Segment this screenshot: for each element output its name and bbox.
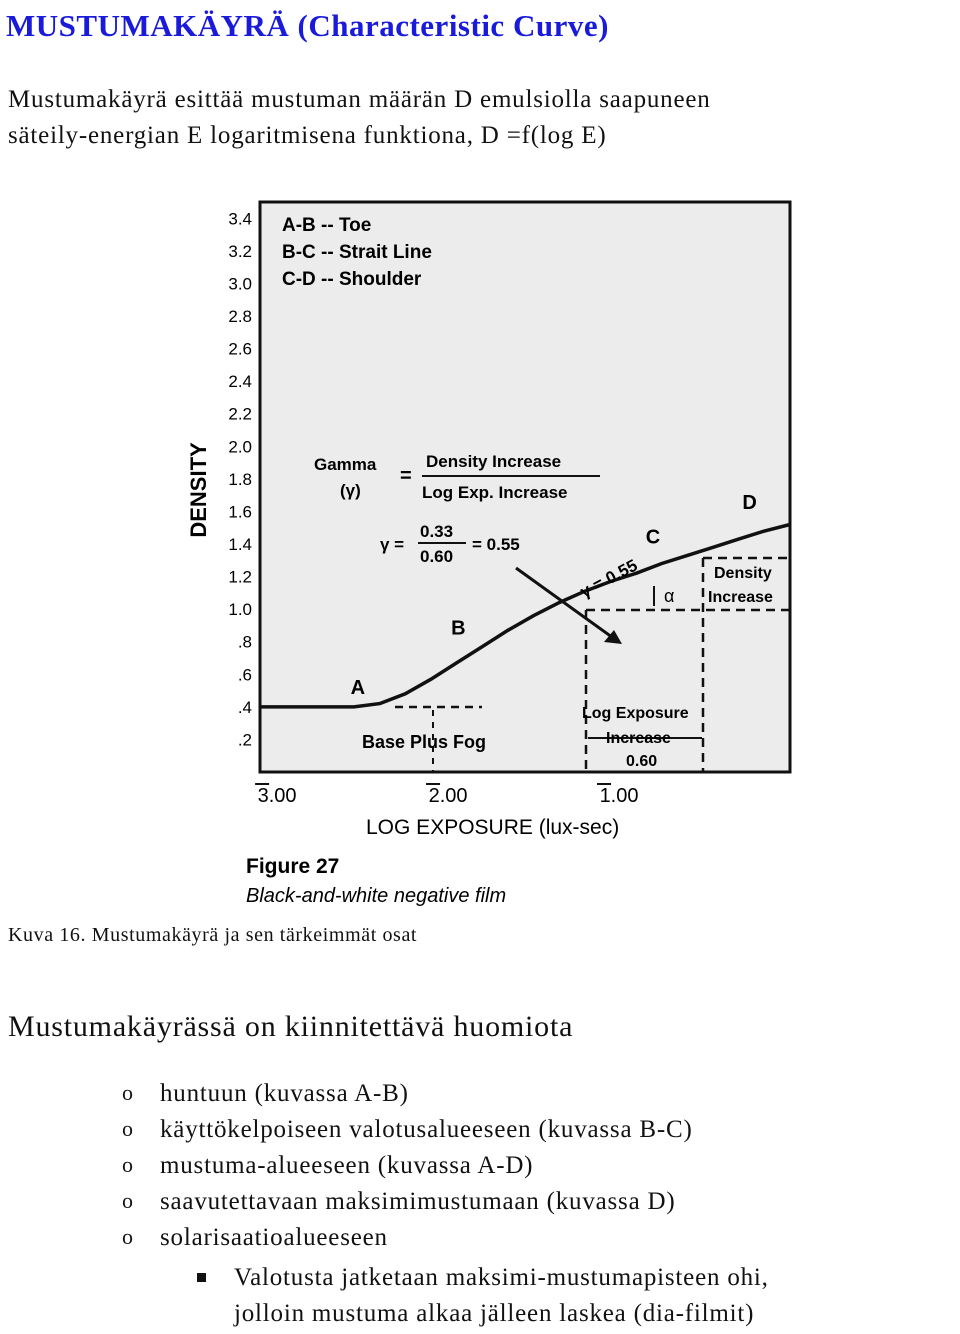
y-tick-label: .2 [237, 730, 252, 750]
legend-shoulder: C-D -- Shoulder [282, 269, 422, 290]
sub-item-line-1: Valotusta jatketaan maksimi-mustumapisteen ohi, [234, 1264, 769, 1291]
y-tick-label: 1.2 [228, 567, 252, 587]
intro-line-1: Mustumakäyrä esittää mustuman määrän D emulsiolla saapuneen [8, 86, 711, 113]
legend-straight-line: B-C -- Strait Line [282, 242, 432, 263]
y-axis-label: DENSITY [186, 442, 211, 538]
y-tick-label: 3.4 [228, 209, 252, 229]
figure-subtitle: Black-and-white negative film [246, 885, 507, 907]
gamma-symbol: (γ) [340, 481, 361, 500]
x-tick-labels [255, 784, 638, 807]
list-item-text: käyttökelpoiseen valotusalueeseen (kuvassa B-C) [160, 1116, 693, 1143]
page-title: MUSTUMAKÄYRÄ (Characteristic Curve) [6, 8, 609, 43]
list-item [0, 1116, 960, 1152]
section-heading: Mustumakäyrässä on kiinnitettävä huomiota [8, 1010, 574, 1043]
bullet-marker: o [122, 1188, 134, 1213]
y-tick-label: 1.4 [228, 535, 252, 554]
y-tick-label: .6 [237, 665, 252, 685]
y-tick-label: 3.0 [228, 274, 252, 294]
list-item [0, 1080, 960, 1116]
y-tick-label: 2.2 [228, 404, 252, 424]
gamma-calc-lhs: γ = [380, 535, 405, 554]
gamma-label: Gamma [314, 455, 377, 474]
gamma-numerator: Density Increase [426, 452, 562, 471]
intro-line-2: säteily-energian E logaritmisena funktiona, D =f(log E) [8, 122, 607, 149]
bullet-marker: o [122, 1116, 134, 1141]
y-tick-label: 1.6 [228, 502, 252, 522]
x-axis-label: LOG EXPOSURE (lux-sec) [366, 816, 620, 839]
bullet-marker: o [122, 1224, 134, 1249]
gamma-calc-denominator: 0.60 [420, 547, 454, 566]
list-item-text: saavutettavaan maksimimustumaan (kuvassa D) [160, 1188, 676, 1215]
x-tick-label: 3.00 [257, 785, 297, 807]
y-tick-labels [228, 209, 252, 749]
curve-point-label: A [350, 676, 366, 699]
y-tick-label: 2.6 [228, 339, 252, 359]
log-exposure-label-3: 0.60 [626, 753, 658, 770]
gamma-calc-result: = 0.55 [472, 535, 520, 554]
bullet-marker: o [122, 1152, 134, 1177]
y-tick-label: 3.2 [228, 241, 252, 261]
intro-paragraph [8, 82, 958, 154]
x-tick-label: 1.00 [599, 785, 639, 807]
curve-point-label: D [742, 491, 757, 514]
y-tick-label: 2.4 [228, 372, 252, 392]
sub-item-line-2: jolloin mustuma alkaa jälleen laskea (dia-filmit) [234, 1300, 755, 1327]
log-exposure-label-2: Increase [606, 730, 671, 747]
y-tick-label: 2.8 [228, 307, 252, 326]
density-increase-label-1: Density [714, 565, 772, 582]
legend-toe: A-B -- Toe [282, 215, 372, 236]
y-tick-label: .4 [237, 697, 252, 717]
alpha-label: α [664, 586, 675, 606]
base-fog-label: Base Plus Fog [362, 732, 487, 752]
density-increase-label-2: Increase [708, 589, 773, 606]
list-item-text: huntuun (kuvassa A-B) [160, 1080, 409, 1107]
list-item [0, 1188, 960, 1224]
figure-number: Figure 27 [246, 855, 340, 878]
list-item-text: mustuma-alueeseen (kuvassa A-D) [160, 1152, 534, 1179]
characteristic-curve-figure [170, 190, 810, 915]
y-tick-label: 1.0 [228, 600, 252, 620]
bullet-list [0, 1080, 960, 1260]
list-item [0, 1152, 960, 1188]
gamma-calc-numerator: 0.33 [420, 522, 454, 541]
gamma-denominator: Log Exp. Increase [422, 483, 568, 502]
curve-point-label: B [451, 617, 466, 640]
slope-label: γ = 0.55 [576, 555, 641, 602]
log-exposure-label-1: Log Exposure [582, 705, 689, 722]
list-item [0, 1224, 960, 1260]
figure-caption: Kuva 16. Mustumakäyrä ja sen tärkeimmät osat [8, 924, 418, 946]
list-item-text: solarisaatioalueeseen [160, 1224, 388, 1251]
square-bullet-icon [197, 1273, 206, 1282]
y-tick-label: 1.8 [228, 469, 252, 489]
y-tick-label: 2.0 [228, 437, 252, 457]
x-tick-label: 2.00 [428, 785, 468, 807]
curve-point-label: C [645, 526, 661, 549]
bullet-marker: o [122, 1080, 134, 1105]
gamma-equals: = [400, 465, 412, 487]
y-tick-label: .8 [237, 632, 252, 652]
